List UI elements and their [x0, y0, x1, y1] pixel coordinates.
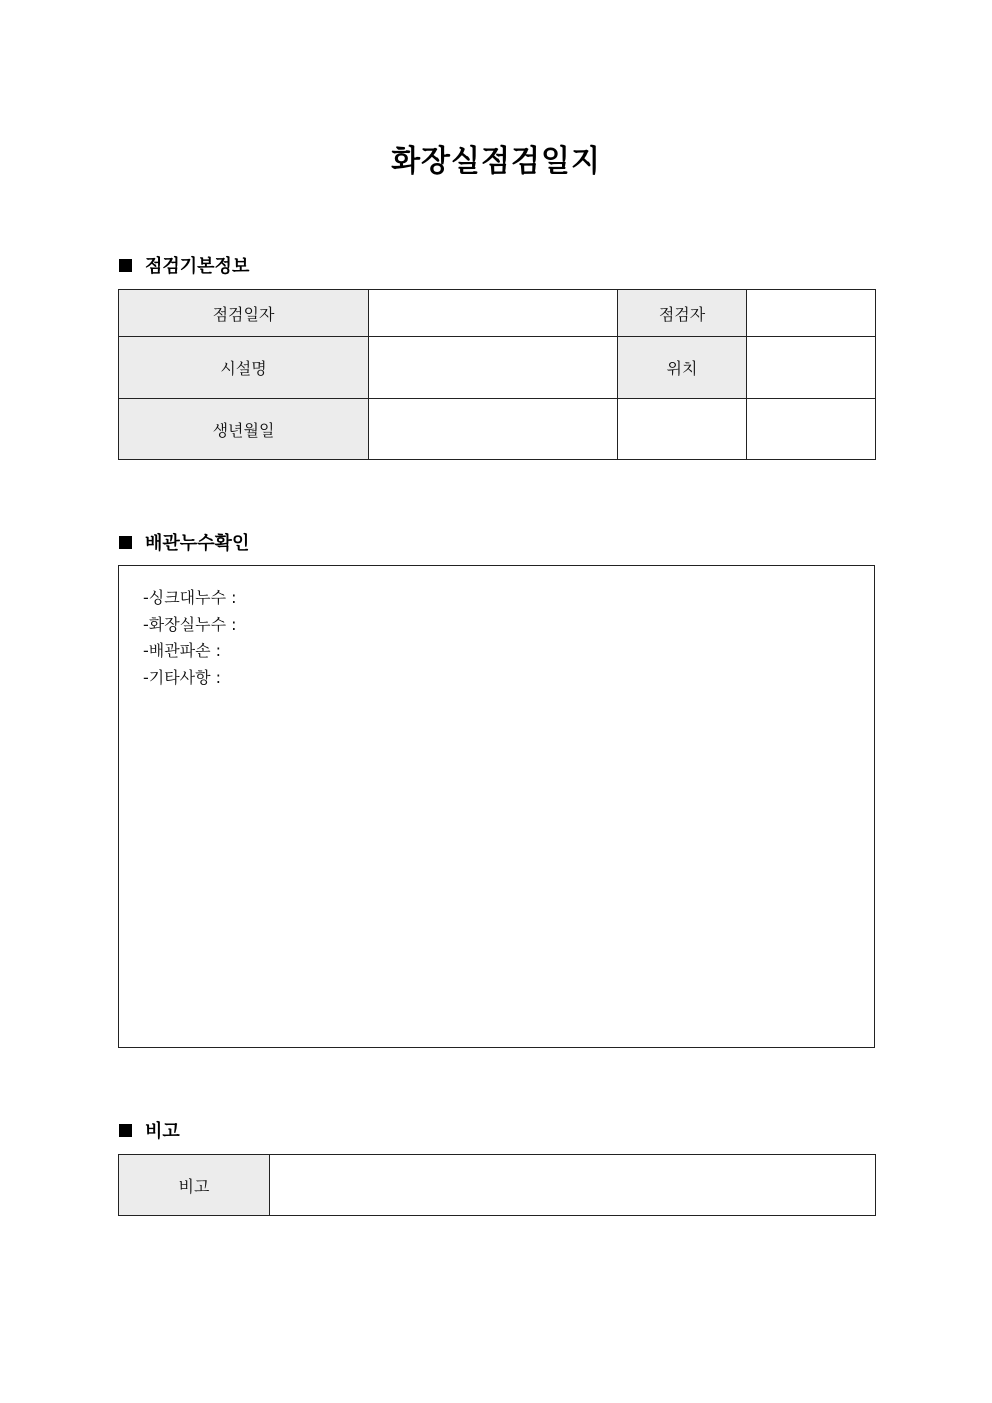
section-heading-label: 점검기본정보 — [145, 256, 250, 277]
inspector-field[interactable] — [747, 290, 876, 337]
blank-cell[interactable] — [747, 399, 876, 460]
document-title: 화장실점검일지 — [391, 144, 601, 179]
sink-leak-item: -싱크대누수 : — [143, 588, 237, 607]
other-notes-item: -기타사항 : — [143, 667, 222, 687]
table-row — [119, 1155, 876, 1216]
black-square-icon — [119, 1124, 132, 1137]
table-row — [119, 399, 876, 460]
section-heading-remarks — [119, 1117, 180, 1143]
section-heading-label: 비고 — [145, 1121, 180, 1142]
black-square-icon — [119, 259, 132, 272]
inspection-date-field[interactable] — [369, 290, 618, 337]
inspection-date-label: 점검일자 — [119, 290, 369, 337]
inspector-label: 점검자 — [618, 290, 747, 337]
location-field[interactable] — [747, 337, 876, 399]
black-square-icon — [119, 536, 132, 549]
birth-date-label: 생년월일 — [119, 399, 369, 460]
basic-info-table — [118, 289, 876, 460]
table-row — [119, 337, 876, 399]
toilet-leak-item: -화장실누수 : — [143, 614, 237, 634]
table-row — [119, 290, 876, 337]
blank-cell[interactable] — [618, 399, 747, 460]
remarks-field[interactable] — [270, 1155, 876, 1216]
pipe-damage-item: -배관파손 : — [143, 641, 222, 660]
location-label: 위치 — [618, 337, 747, 399]
pipe-check-list — [143, 585, 237, 691]
section-heading-label: 배관누수확인 — [145, 533, 250, 554]
birth-date-field[interactable] — [369, 399, 618, 460]
section-heading-pipe-check — [119, 529, 249, 555]
facility-name-field[interactable] — [369, 337, 618, 399]
remarks-label: 비고 — [119, 1155, 270, 1216]
section-heading-basic-info — [119, 252, 249, 278]
remarks-table — [118, 1154, 876, 1216]
facility-name-label: 시설명 — [119, 337, 369, 399]
pipe-check-memo-box[interactable] — [118, 565, 875, 1048]
